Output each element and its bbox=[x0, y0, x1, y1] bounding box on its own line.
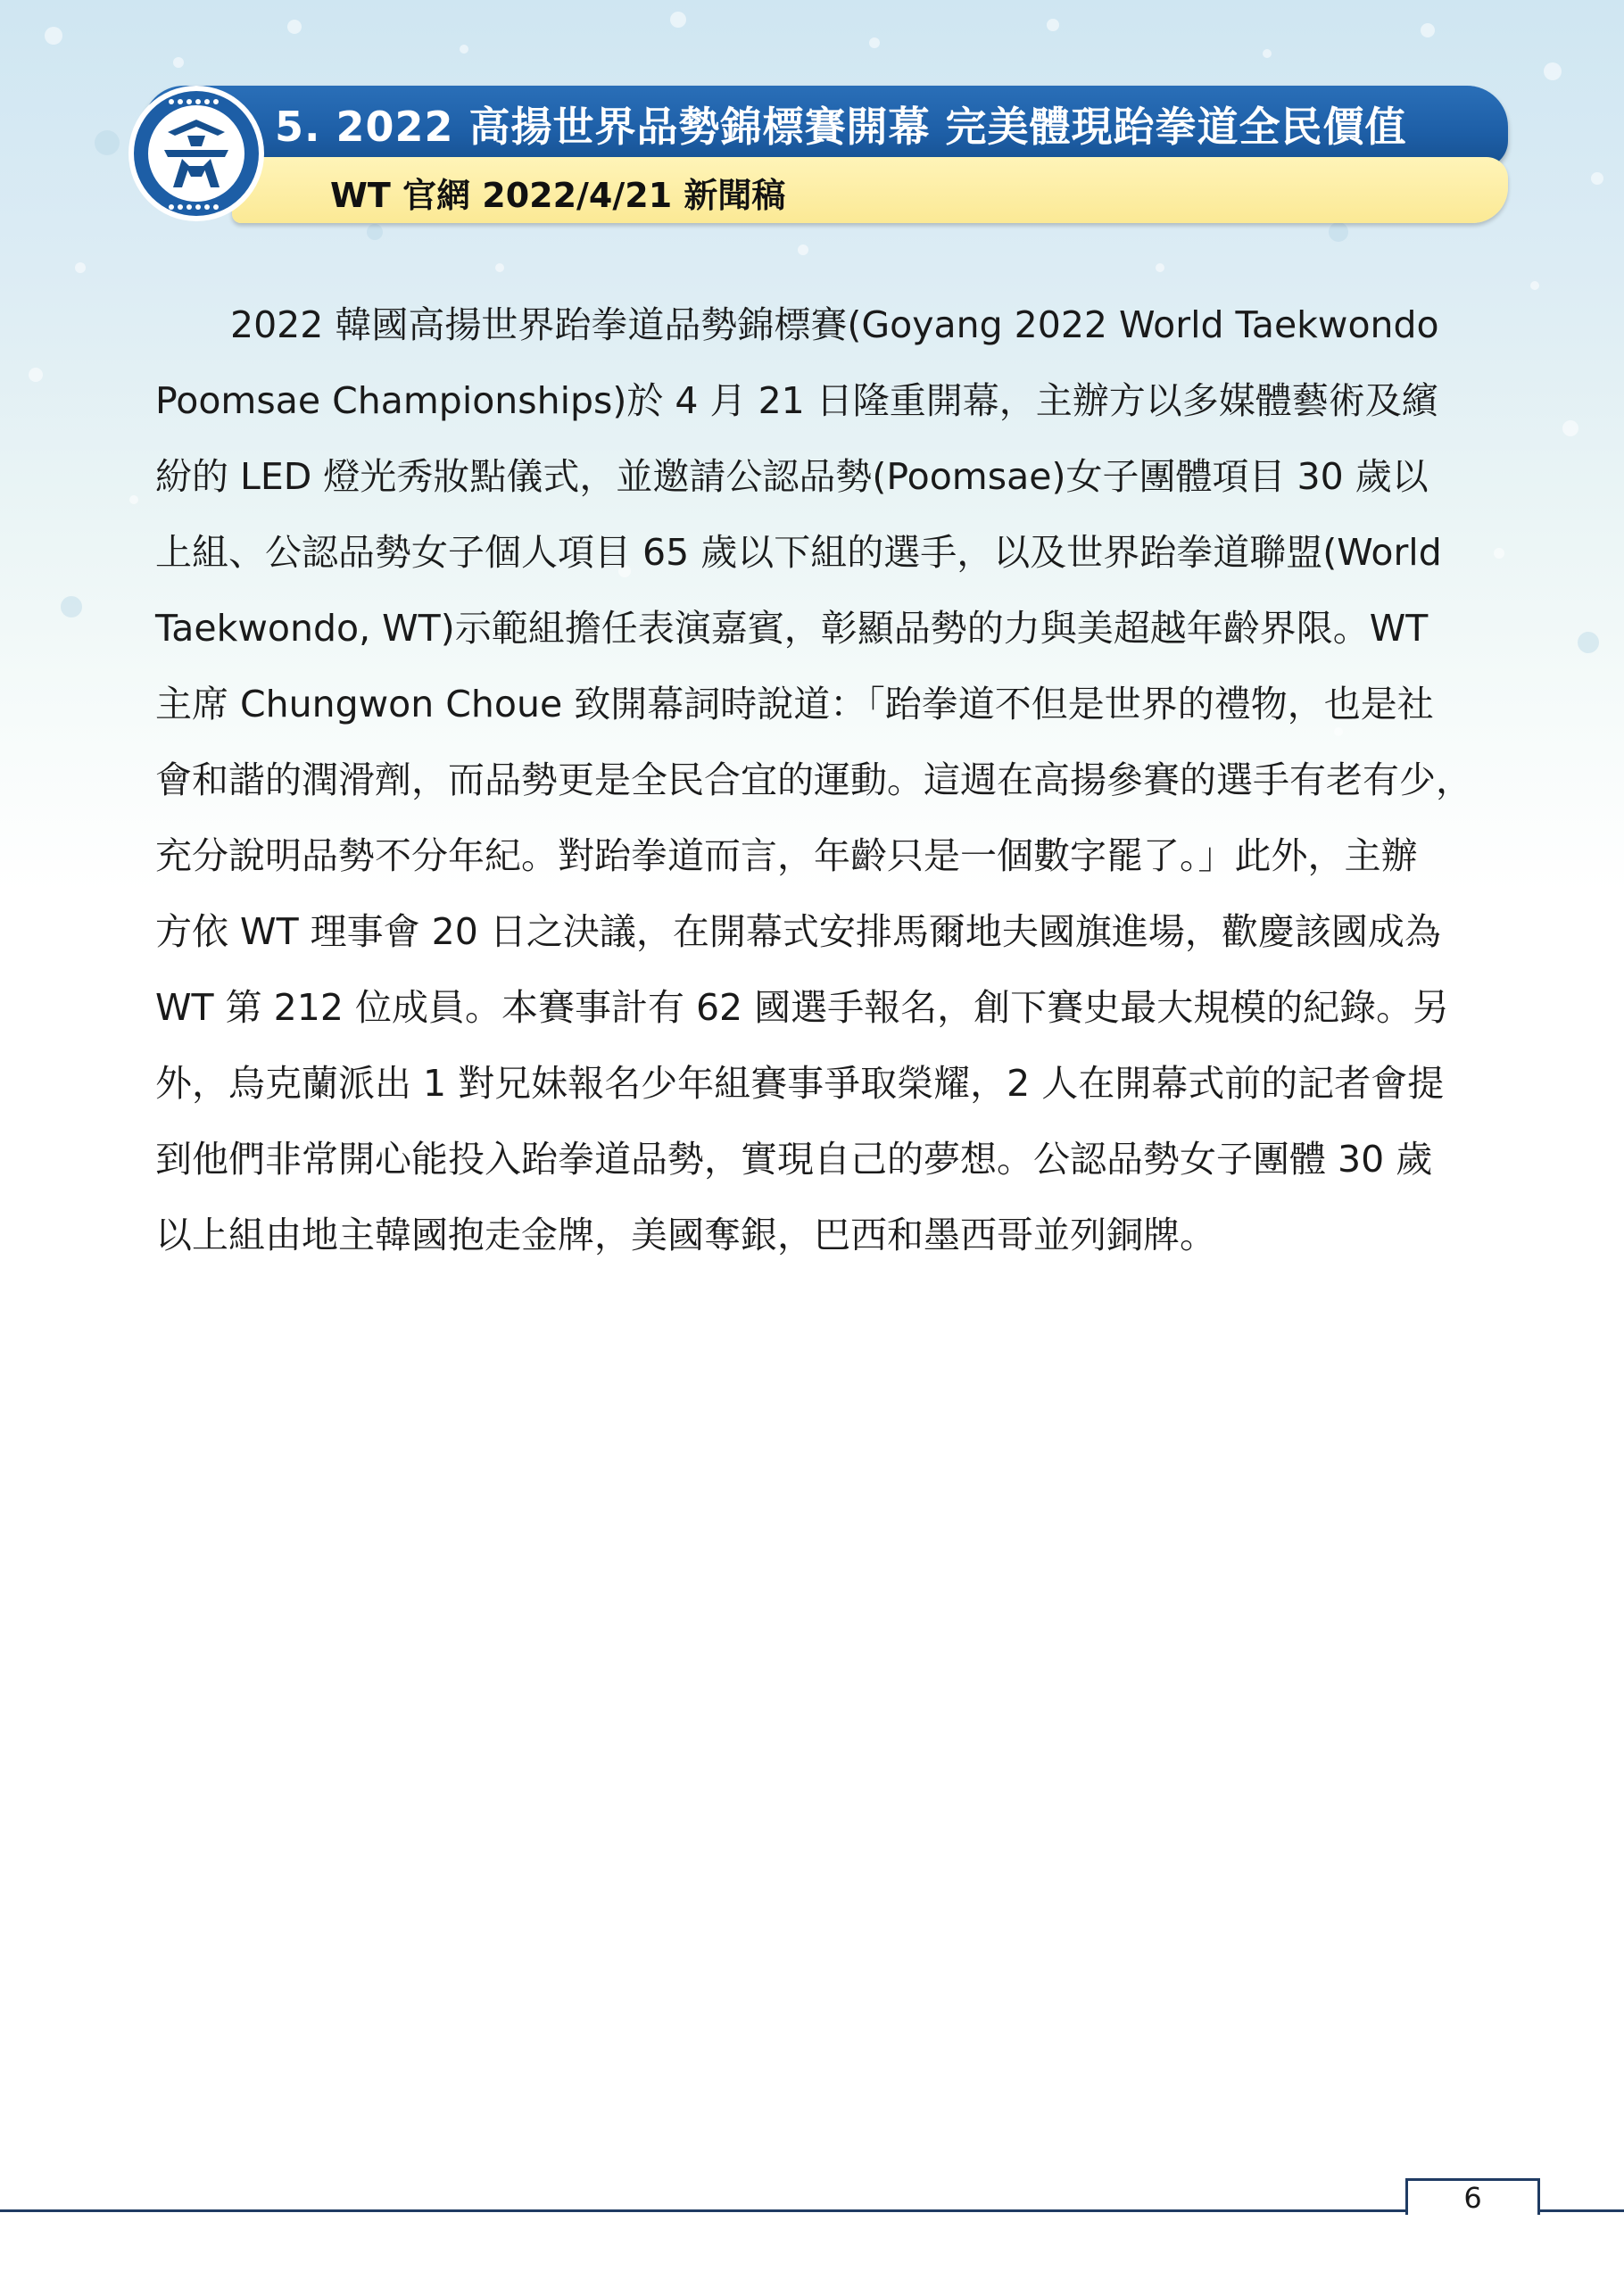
body-line: Poomsae Championships)於 4 月 21 日隆重開幕，主辦方以多媒體藝術及繽 bbox=[155, 379, 1438, 422]
body-line: Taekwondo, WT)示範組擔任表演嘉賓，彰顯品勢的力與美超越年齡界限。WT bbox=[155, 607, 1429, 650]
body-line: 到他們非常開心能投入跆拳道品勢，實現自己的夢想。公認品勢女子團體 30 歲 bbox=[155, 1138, 1433, 1181]
article-body bbox=[155, 287, 1494, 1273]
body-line: 外，烏克蘭派出 1 對兄妹報名少年組賽事爭取榮耀，2 人在開幕式前的記者會提 bbox=[155, 1062, 1445, 1105]
page-number: 6 bbox=[1463, 2181, 1482, 2215]
body-line: 充分說明品勢不分年紀。對跆拳道而言，年齡只是一個數字罷了。」此外，主辦 bbox=[155, 834, 1418, 877]
body-line: 以上組由地主韓國抱走金牌，美國奪銀，巴西和墨西哥並列銅牌。 bbox=[155, 1214, 1216, 1256]
body-line: 紛的 LED 燈光秀妝點儀式，並邀請公認品勢(Poomsae)女子團體項目 30 歲以 bbox=[155, 455, 1429, 498]
section-header-banner bbox=[125, 86, 1508, 228]
body-line: 2022 韓國高揚世界跆拳道品勢錦標賽(Goyang 2022 World Taekwondo bbox=[230, 303, 1439, 346]
page-title: 5. 2022 高揚世界品勢錦標賽開幕 完美體現跆拳道全民價值 bbox=[275, 103, 1407, 151]
body-line: WT 第 212 位成員。本賽事計有 62 國選手報名，創下賽史最大規模的紀錄。另 bbox=[155, 986, 1450, 1029]
body-line: 主席 Chungwon Choue 致開幕詞時說道：「跆拳道不但是世界的禮物，也是社 bbox=[155, 683, 1434, 725]
footer-divider bbox=[0, 2209, 1624, 2212]
body-line: 會和諧的潤滑劑，而品勢更是全民合宜的運動。這週在高揚參賽的選手有老有少， bbox=[155, 758, 1472, 801]
body-line: 上組、公認品勢女子個人項目 65 歲以下組的選手，以及世界跆拳道聯盟(World bbox=[155, 531, 1442, 574]
page-subtitle: WT 官網 2022/4/21 新聞稿 bbox=[330, 176, 786, 215]
body-line: 方依 WT 理事會 20 日之決議，在開幕式安排馬爾地夫國旗進場，歡慶該國成為 bbox=[155, 910, 1441, 953]
taekwondo-logo-icon bbox=[125, 77, 268, 228]
